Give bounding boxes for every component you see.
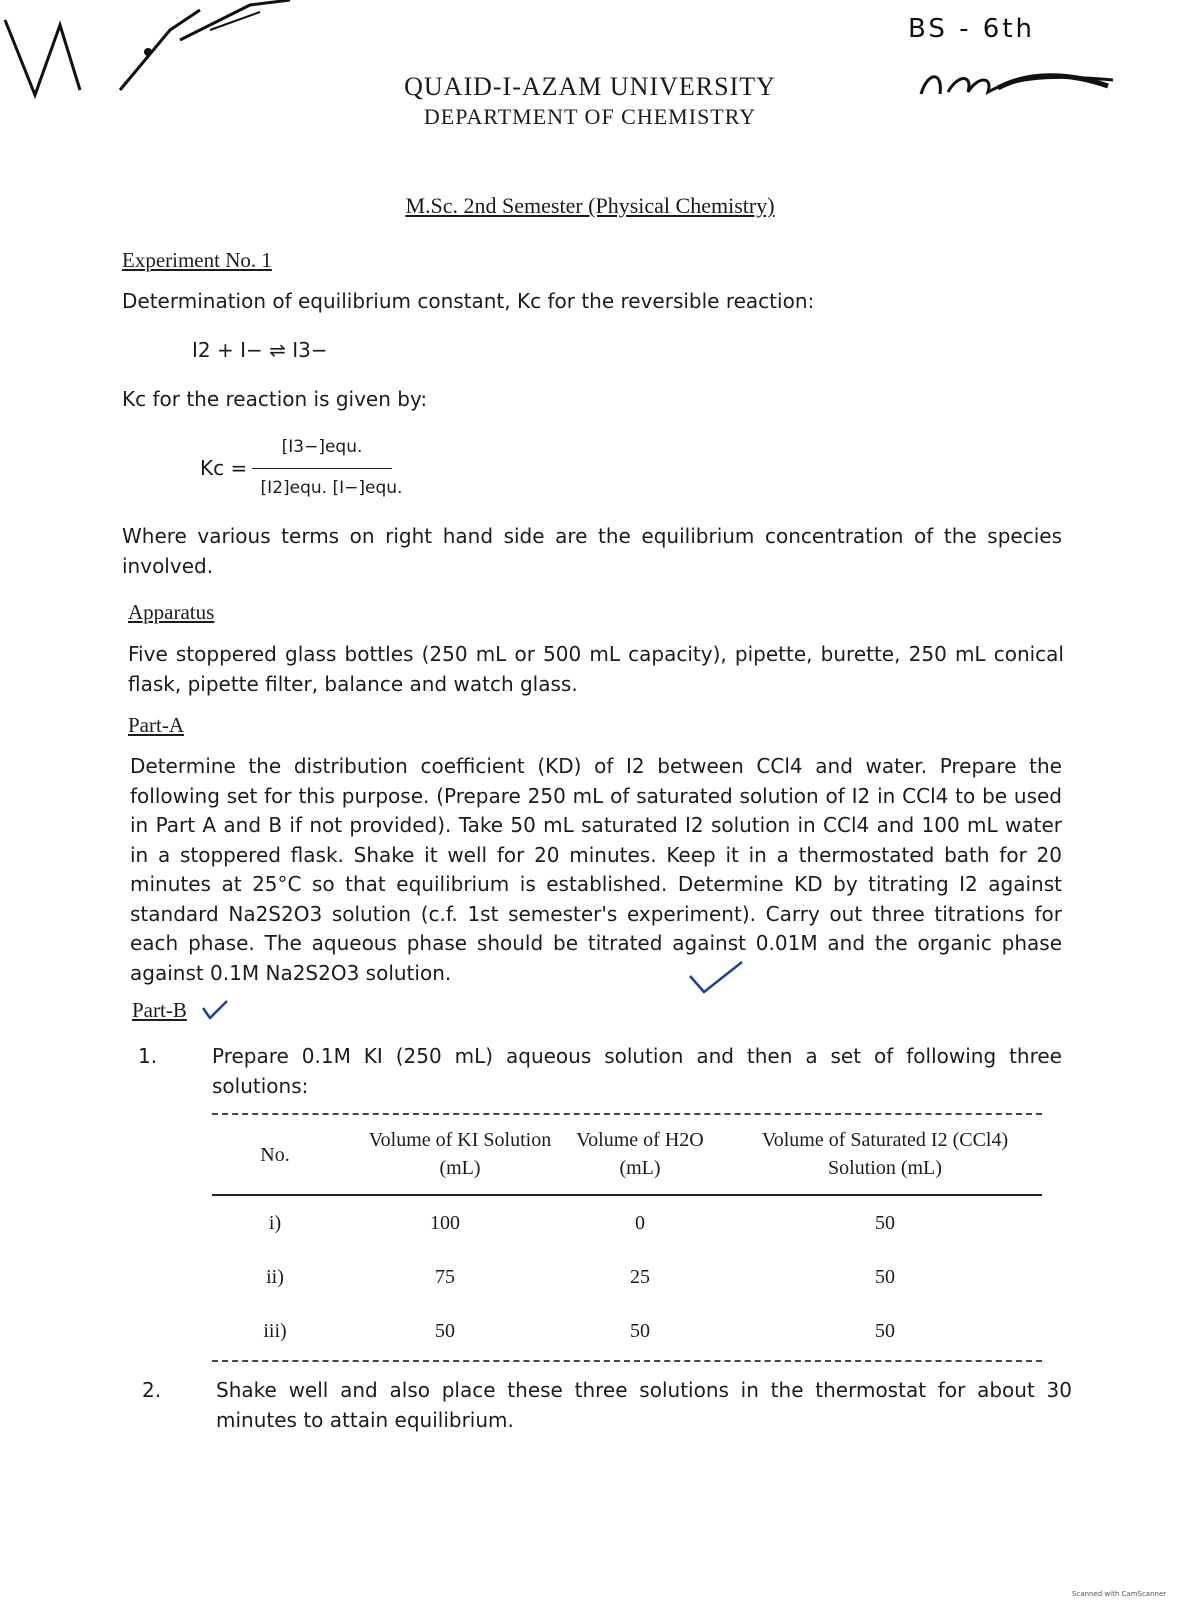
table-row-1-iodine: 50 <box>875 1212 895 1234</box>
table-row-3-ki: 50 <box>435 1320 455 1342</box>
step-1-text: Prepare 0.1M KI (250 mL) aqueous solution and then a set of following three solutions: <box>212 1044 1062 1098</box>
kc-fraction-bar <box>252 468 392 469</box>
step-2-text: Shake well and also place these three solutions in the thermostat for about 30 minutes to attain equilibrium. <box>216 1378 1072 1432</box>
department-name: DEPARTMENT OF CHEMISTRY <box>423 104 757 129</box>
experiment-aim: Determination of equilibrium constant, Kc for the reversible reaction: <box>122 289 815 313</box>
table-header-iodine: Volume of Saturated I2 (CCl4) Solution (mL) <box>761 1129 1009 1179</box>
table-bottom-rule <box>212 1360 1042 1362</box>
table-header-ki: Volume of KI Solution (mL) <box>368 1129 552 1179</box>
table-row-3-water: 50 <box>630 1320 650 1342</box>
apparatus-text: Five stoppered glass bottles (250 mL or 500 mL capacity), pipette, burette, 250 mL conical flask, pipette filter, balance and watch glass. <box>128 642 1064 696</box>
where-text: Where various terms on right hand side are the equilibrium concentration of the species involved. <box>122 524 1062 578</box>
kc-intro: Kc for the reaction is given by: <box>122 387 428 411</box>
kc-numerator: [I3−]equ. <box>281 437 363 457</box>
semester-title: M.Sc. 2nd Semester (Physical Chemistry) <box>405 193 775 218</box>
reaction-equation: I2 + I− ⇌ I3− <box>192 338 328 362</box>
table-row-1-water: 0 <box>635 1212 645 1234</box>
step-2-number: 2. <box>142 1378 162 1402</box>
step-1-number: 1. <box>138 1044 158 1068</box>
table-row-1-no: i) <box>268 1212 282 1234</box>
table-header-water: Volume of H2O (mL) <box>576 1129 704 1179</box>
part-b-check-icon <box>200 998 230 1022</box>
experiment-title: Experiment No. 1 <box>122 248 272 272</box>
part-a-text: Determine the distribution coefficient (KD) of I2 between CCl4 and water. Prepare the following set for this purpose. (Prepare 250 mL of saturated solution of I2 in CCl4 to be used in Part A and B if not provided). Take 50 mL saturated I2 solution in CCl4 and 100 mL water in a stoppered flask. Shake it well for 20 minutes. Keep it in a thermostated bath for 20 minutes at 25°C so that equilibrium is established. Determine KD by titrating I2 against standard Na2S2O3 solution (c.f. 1st semester's experiment). Carry out three titrations for each phase. The aqueous phase should be titrated against 0.01M and the organic phase against 0.1M Na2S2O3 solution. <box>130 754 1062 985</box>
scanner-credit: Scanned with CamScanner <box>1072 1590 1167 1598</box>
table-row-1-ki: 100 <box>430 1212 460 1234</box>
table-header-rule <box>212 1194 1042 1196</box>
table-row-3-no: iii) <box>263 1320 287 1342</box>
university-name: QUAID-I-AZAM UNIVERSITY <box>404 72 776 101</box>
apparatus-title: Apparatus <box>128 600 215 624</box>
table-row-2-iodine: 50 <box>875 1266 895 1288</box>
table-row-3-iodine: 50 <box>875 1320 895 1342</box>
part-b-title: Part-B <box>132 998 187 1022</box>
table-top-rule <box>212 1113 1042 1115</box>
corner-note: BS - 6th <box>908 14 1036 44</box>
part-a-title: Part-A <box>128 713 184 737</box>
table-row-2-no: ii) <box>266 1266 284 1288</box>
check-mark-icon <box>686 958 746 998</box>
table-row-2-water: 25 <box>630 1266 650 1288</box>
kc-denominator: [I2]equ. [I−]equ. <box>260 478 403 498</box>
table-row-2-ki: 75 <box>435 1266 455 1288</box>
table-header-no: No. <box>260 1144 290 1166</box>
kc-lhs: Kc = <box>200 456 248 480</box>
